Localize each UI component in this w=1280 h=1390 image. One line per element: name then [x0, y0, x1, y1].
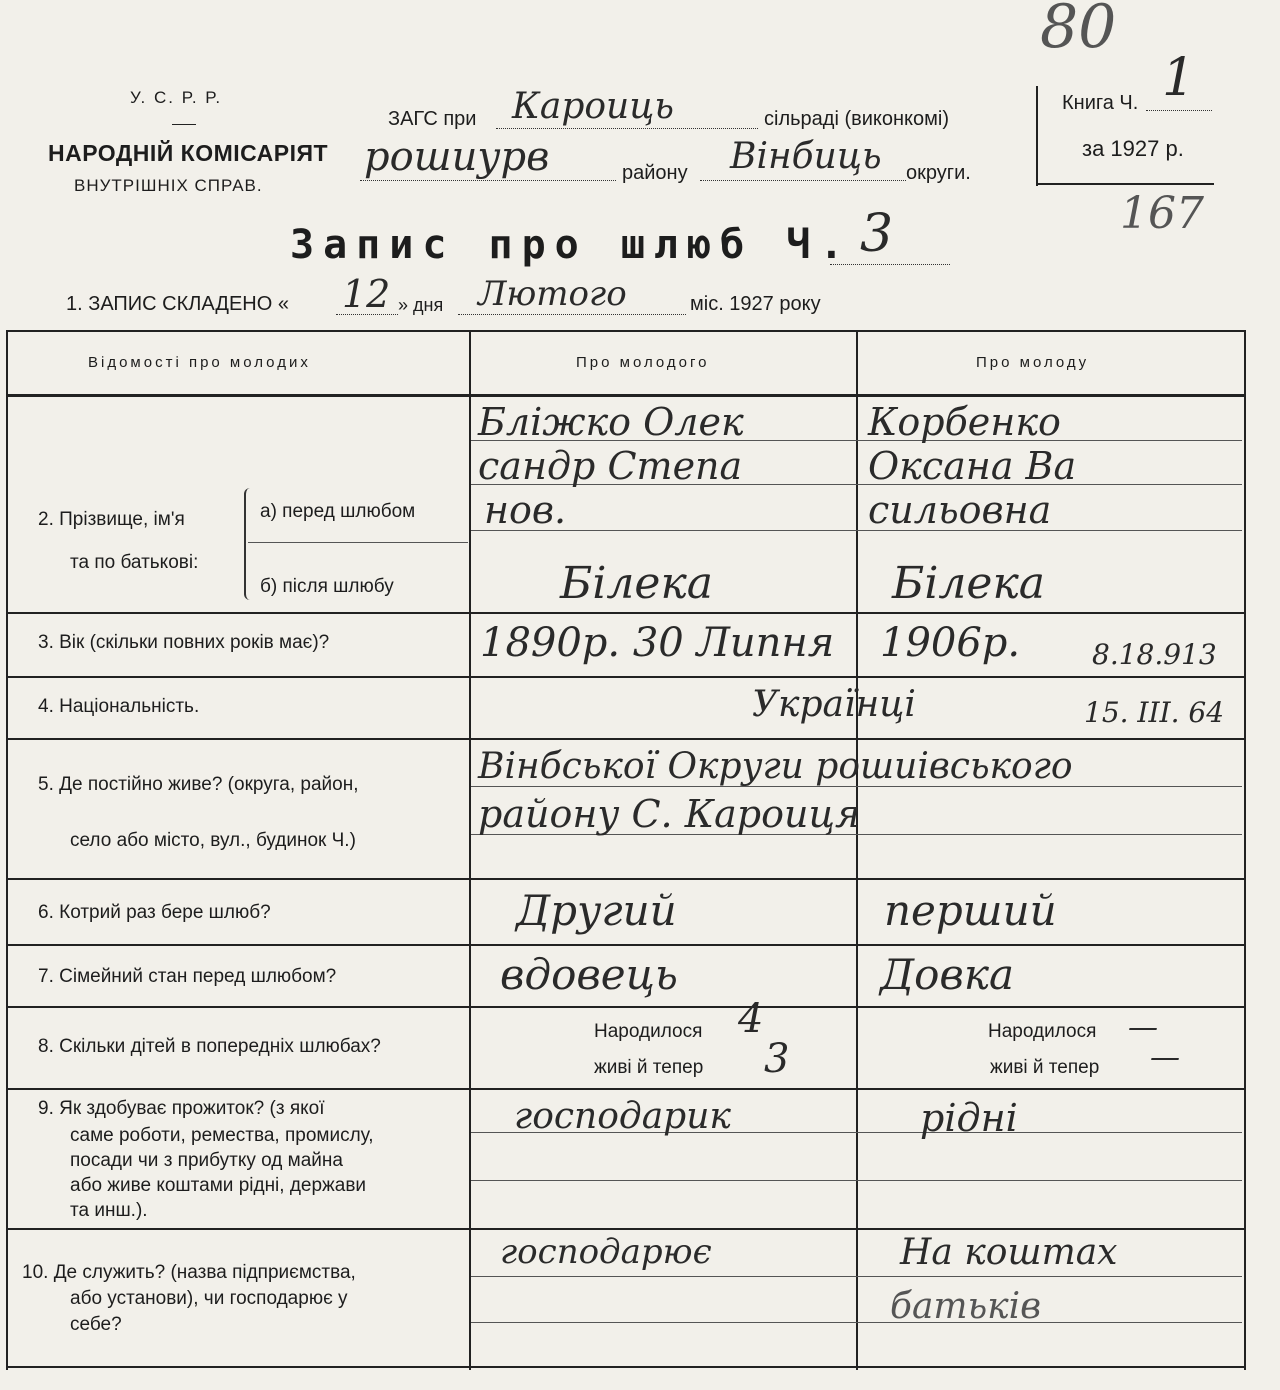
- archive-number: 80: [1040, 0, 1117, 62]
- row-border-3: [6, 676, 1246, 678]
- okruha-field: [700, 136, 906, 181]
- zags-village-field: [496, 86, 758, 129]
- name-label-line1: 2. Прізвище, ім'я: [38, 509, 185, 530]
- groom-age: 1890р. 30 Липня: [480, 620, 835, 666]
- record-number: 3: [860, 204, 894, 264]
- row-border-9: [6, 1228, 1246, 1230]
- nationality-margin-note: 15. III. 64: [1084, 696, 1225, 729]
- department-label: ВНУТРІШНІХ СПРАВ.: [74, 176, 263, 195]
- ruling-line: [471, 1180, 1242, 1181]
- bride-employment-line2: батьків: [890, 1286, 1042, 1327]
- page-number: 167: [1120, 188, 1204, 239]
- bride-age: 1906р.: [880, 620, 1021, 666]
- ruling-line: [471, 1322, 1242, 1323]
- row-border-6: [6, 944, 1246, 946]
- children-label: 8. Скільки дітей в попередніх шлюбах?: [38, 1036, 381, 1057]
- column-divider-2: [856, 330, 858, 1370]
- book-box-left-border: [1036, 86, 1038, 186]
- groom-born-label: Народилося: [594, 1021, 703, 1042]
- bride-family-status: Довка: [880, 950, 1014, 999]
- bride-name-before-3: сильовна: [868, 488, 1052, 532]
- record-month: Лютого: [478, 274, 627, 314]
- age-margin-note: 8.18.913: [1092, 638, 1217, 671]
- book-label: Книга Ч.: [1062, 92, 1139, 114]
- row-border-7: [6, 1006, 1246, 1008]
- bride-born-count: —: [1128, 1010, 1158, 1045]
- residence-label-line2: село або місто, вул., будинок Ч.): [70, 830, 356, 851]
- page-title: Запис про шлюб Ч.: [290, 222, 853, 268]
- table-top-border: [6, 330, 1246, 332]
- zags-prefix: ЗАГС при: [388, 108, 477, 130]
- family-status-label: 7. Сімейний стан перед шлюбом?: [38, 966, 337, 987]
- groom-alive-count: 3: [764, 1036, 790, 1082]
- nationality-label: 4. Національність.: [38, 696, 200, 717]
- book-number-field: [1146, 48, 1212, 111]
- groom-name-after: Білека: [560, 558, 713, 609]
- table-right-border: [1244, 330, 1246, 1370]
- record-day-suffix: » дня: [398, 295, 444, 315]
- ruling-line: [471, 530, 1242, 531]
- name-label-line2: та по батькові:: [70, 552, 199, 573]
- row-border-4: [6, 738, 1246, 740]
- groom-born-count: 4: [738, 996, 764, 1042]
- district-label: району: [622, 162, 688, 184]
- bride-name-before-1: Корбенко: [868, 400, 1061, 444]
- okruha-name: Вінбиць: [730, 136, 882, 177]
- header-dash: [172, 124, 196, 125]
- header-groom: Про молодого: [576, 354, 710, 371]
- record-day: 12: [342, 272, 391, 316]
- district-field: [360, 134, 616, 181]
- groom-alive-label: живі й тепер: [594, 1057, 704, 1078]
- groom-name-before-2: сандр Степа: [478, 444, 743, 488]
- after-marriage-label: б) після шлюбу: [260, 576, 394, 597]
- book-number: 1: [1162, 48, 1196, 108]
- record-date-prefix: 1. ЗАПИС СКЛАДЕНО «: [66, 293, 289, 315]
- bride-alive-label: живі й тепер: [990, 1057, 1100, 1078]
- livelihood-label-line3: посади чи з прибутку од майна: [70, 1150, 343, 1171]
- bride-livelihood: рідні: [920, 1096, 1018, 1140]
- header-bride: Про молоду: [976, 354, 1090, 371]
- groom-livelihood: господарик: [514, 1096, 731, 1137]
- district-name: рошиурв: [364, 134, 550, 180]
- residence-value-line2: району С. Кароиця: [478, 792, 861, 836]
- book-box-bottom-border: [1036, 183, 1214, 185]
- bride-alive-count: —: [1150, 1040, 1180, 1075]
- livelihood-label-line1: 9. Як здобуває прожиток? (з якої: [38, 1098, 325, 1119]
- before-marriage-label: а) перед шлюбом: [260, 501, 416, 522]
- table-left-border: [6, 330, 8, 1370]
- name-brace: [244, 488, 254, 600]
- residence-label-line1: 5. Де постійно живе? (округа, район,: [38, 774, 359, 795]
- employment-label-line3: себе?: [70, 1314, 122, 1335]
- header-info: Відомості про молодих: [88, 354, 311, 371]
- nationality-value: Українці: [752, 684, 916, 725]
- marriage-count-label: 6. Котрий раз бере шлюб?: [38, 902, 271, 923]
- livelihood-label-line2: саме роботи, ремества, промислу,: [70, 1125, 374, 1146]
- name-sub-divider: [248, 542, 468, 543]
- header-bottom-border: [6, 394, 1246, 397]
- groom-employment: господарює: [500, 1232, 712, 1272]
- employment-label-line1: 10. Де служить? (назва підприємства,: [22, 1262, 356, 1283]
- employment-label-line2: або установи), чи господарює у: [70, 1288, 348, 1309]
- book-year: за 1927 р.: [1082, 136, 1184, 161]
- record-day-field: [336, 272, 398, 316]
- bride-born-label: Народилося: [988, 1021, 1097, 1042]
- bride-name-after: Білека: [892, 558, 1045, 609]
- table-bottom-border: [6, 1366, 1246, 1368]
- groom-name-before-3: нов.: [484, 488, 567, 532]
- zags-village: Кароиць: [512, 86, 674, 127]
- row-border-5: [6, 878, 1246, 880]
- residence-value-line1: Вінбської Округи рошиівського: [478, 746, 1073, 787]
- age-label: 3. Вік (скільки повних років має)?: [38, 632, 330, 653]
- ruling-line: [471, 1276, 1242, 1277]
- record-date-suffix: міс. 1927 року: [690, 293, 821, 315]
- livelihood-label-line5: та инш.).: [70, 1200, 148, 1221]
- row-border-8: [6, 1088, 1246, 1090]
- groom-name-before-1: Бліжко Олек: [478, 400, 744, 444]
- column-divider-1: [469, 330, 471, 1370]
- republic-label: У. С. Р. Р.: [130, 88, 223, 107]
- bride-marriage-count: перший: [884, 886, 1057, 935]
- record-number-field: [830, 204, 950, 265]
- record-month-field: [458, 274, 686, 315]
- groom-marriage-count: Другий: [516, 886, 677, 935]
- row-border-2: [6, 612, 1246, 614]
- zags-suffix: сільраді (виконкомі): [764, 108, 949, 130]
- okruha-label: округи.: [906, 162, 971, 184]
- livelihood-label-line4: або живе коштами рідні, держави: [70, 1175, 367, 1196]
- bride-name-before-2: Оксана Ва: [868, 444, 1077, 488]
- bride-employment-line1: На коштах: [900, 1232, 1118, 1273]
- commissariat-label: НАРОДНІЙ КОМІСАРІЯТ: [48, 140, 329, 166]
- groom-family-status: вдовець: [500, 950, 678, 999]
